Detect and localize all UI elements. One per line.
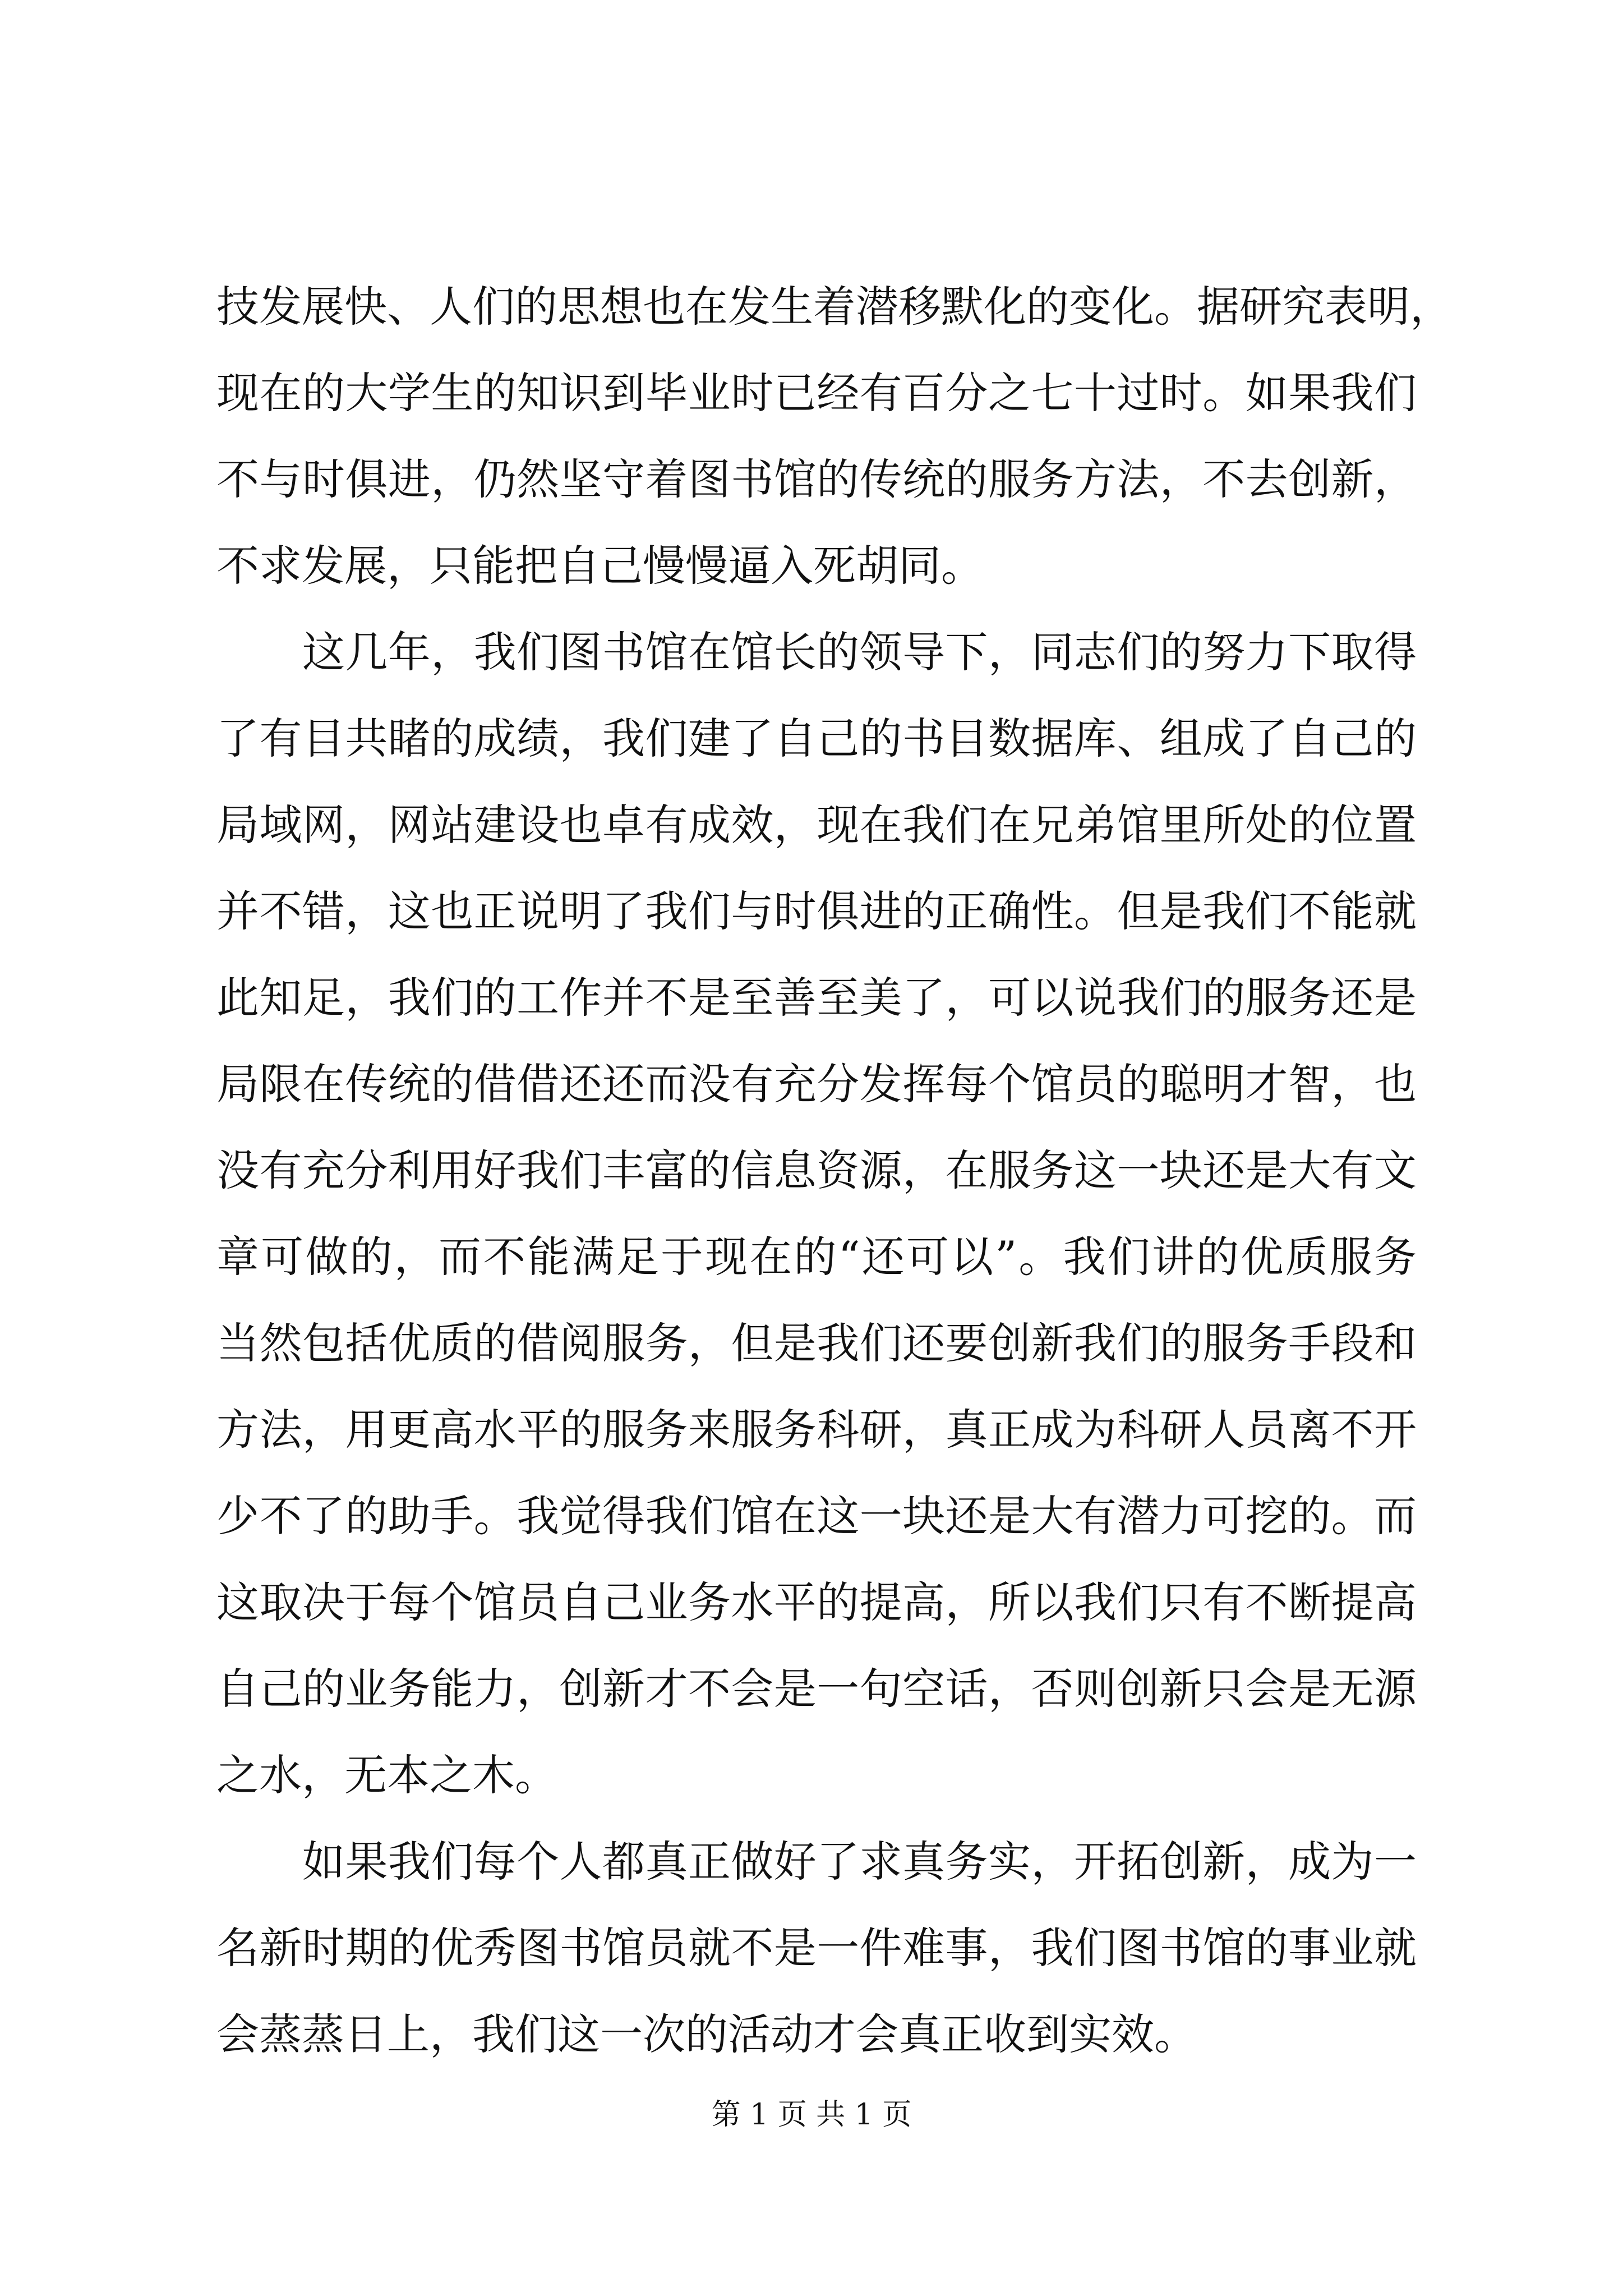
paragraph-2-line-4: 并不错，这也正说明了我们与时俱进的正确性。但是我们不能就 <box>216 886 1417 936</box>
paragraph-3-line-3: 会蒸蒸日上，我们这一次的活动才会真正收到实效。 <box>216 2009 1197 2059</box>
paragraph-2-line-3: 局域网，网站建设也卓有成效，现在我们在兄弟馆里所处的位置 <box>216 800 1417 850</box>
paragraph-2-line-5: 此知足，我们的工作并不是至善至美了，可以说我们的服务还是 <box>216 973 1417 1023</box>
paragraph-1-line-1: 技发展快、人们的思想也在发生着潜移默化的变化。据研究表明， <box>216 282 1453 332</box>
paragraph-2-line-2: 了有目共睹的成绩，我们建了自己的书目数据库、组成了自己的 <box>216 714 1417 763</box>
paragraph-1-line-2: 现在的大学生的知识到毕业时已经有百分之七十过时。如果我们 <box>216 368 1417 418</box>
paragraph-1-line-4: 不求发展，只能把自己慢慢逼入死胡同。 <box>216 541 984 591</box>
paragraph-3-line-2: 名新时期的优秀图书馆员就不是一件难事，我们图书馆的事业就 <box>216 1923 1417 1973</box>
paragraph-2-line-8: 章可做的，而不能满足于现在的“还可以”。我们讲的优质服务 <box>216 1232 1417 1282</box>
paragraph-2-line-13: 自己的业务能力，创新才不会是一句空话，否则创新只会是无源 <box>216 1664 1417 1714</box>
paragraph-2-line-7: 没有充分利用好我们丰富的信息资源，在服务这一块还是大有文 <box>216 1145 1417 1195</box>
paragraph-2-line-6: 局限在传统的借借还还而没有充分发挥每个馆员的聪明才智，也 <box>216 1059 1417 1109</box>
paragraph-2-line-10: 方法，用更高水平的服务来服务科研，真正成为科研人员离不开 <box>216 1405 1417 1455</box>
paragraph-1-line-3: 不与时俱进，仍然坚守着图书馆的传统的服务方法，不去创新， <box>216 454 1417 504</box>
page-number-label: 第 1 页 共 1 页 <box>711 2098 912 2132</box>
paragraph-2-line-14: 之水，无本之木。 <box>216 1750 557 1800</box>
paragraph-2-line-11: 少不了的助手。我觉得我们馆在这一块还是大有潜力可挖的。而 <box>216 1491 1417 1541</box>
paragraph-2-line-1: 这几年，我们图书馆在馆长的领导下，同志们的努力下取得 <box>216 627 1417 677</box>
page-footer <box>0 2095 1623 2134</box>
document-body <box>216 264 1453 2078</box>
paragraph-2-line-9: 当然包括优质的借阅服务，但是我们还要创新我们的服务手段和 <box>216 1318 1417 1368</box>
paragraph-2-line-12: 这取决于每个馆员自己业务水平的提高，所以我们只有不断提高 <box>216 1577 1417 1627</box>
paragraph-3-line-1: 如果我们每个人都真正做好了求真务实，开拓创新，成为一 <box>216 1837 1417 1887</box>
